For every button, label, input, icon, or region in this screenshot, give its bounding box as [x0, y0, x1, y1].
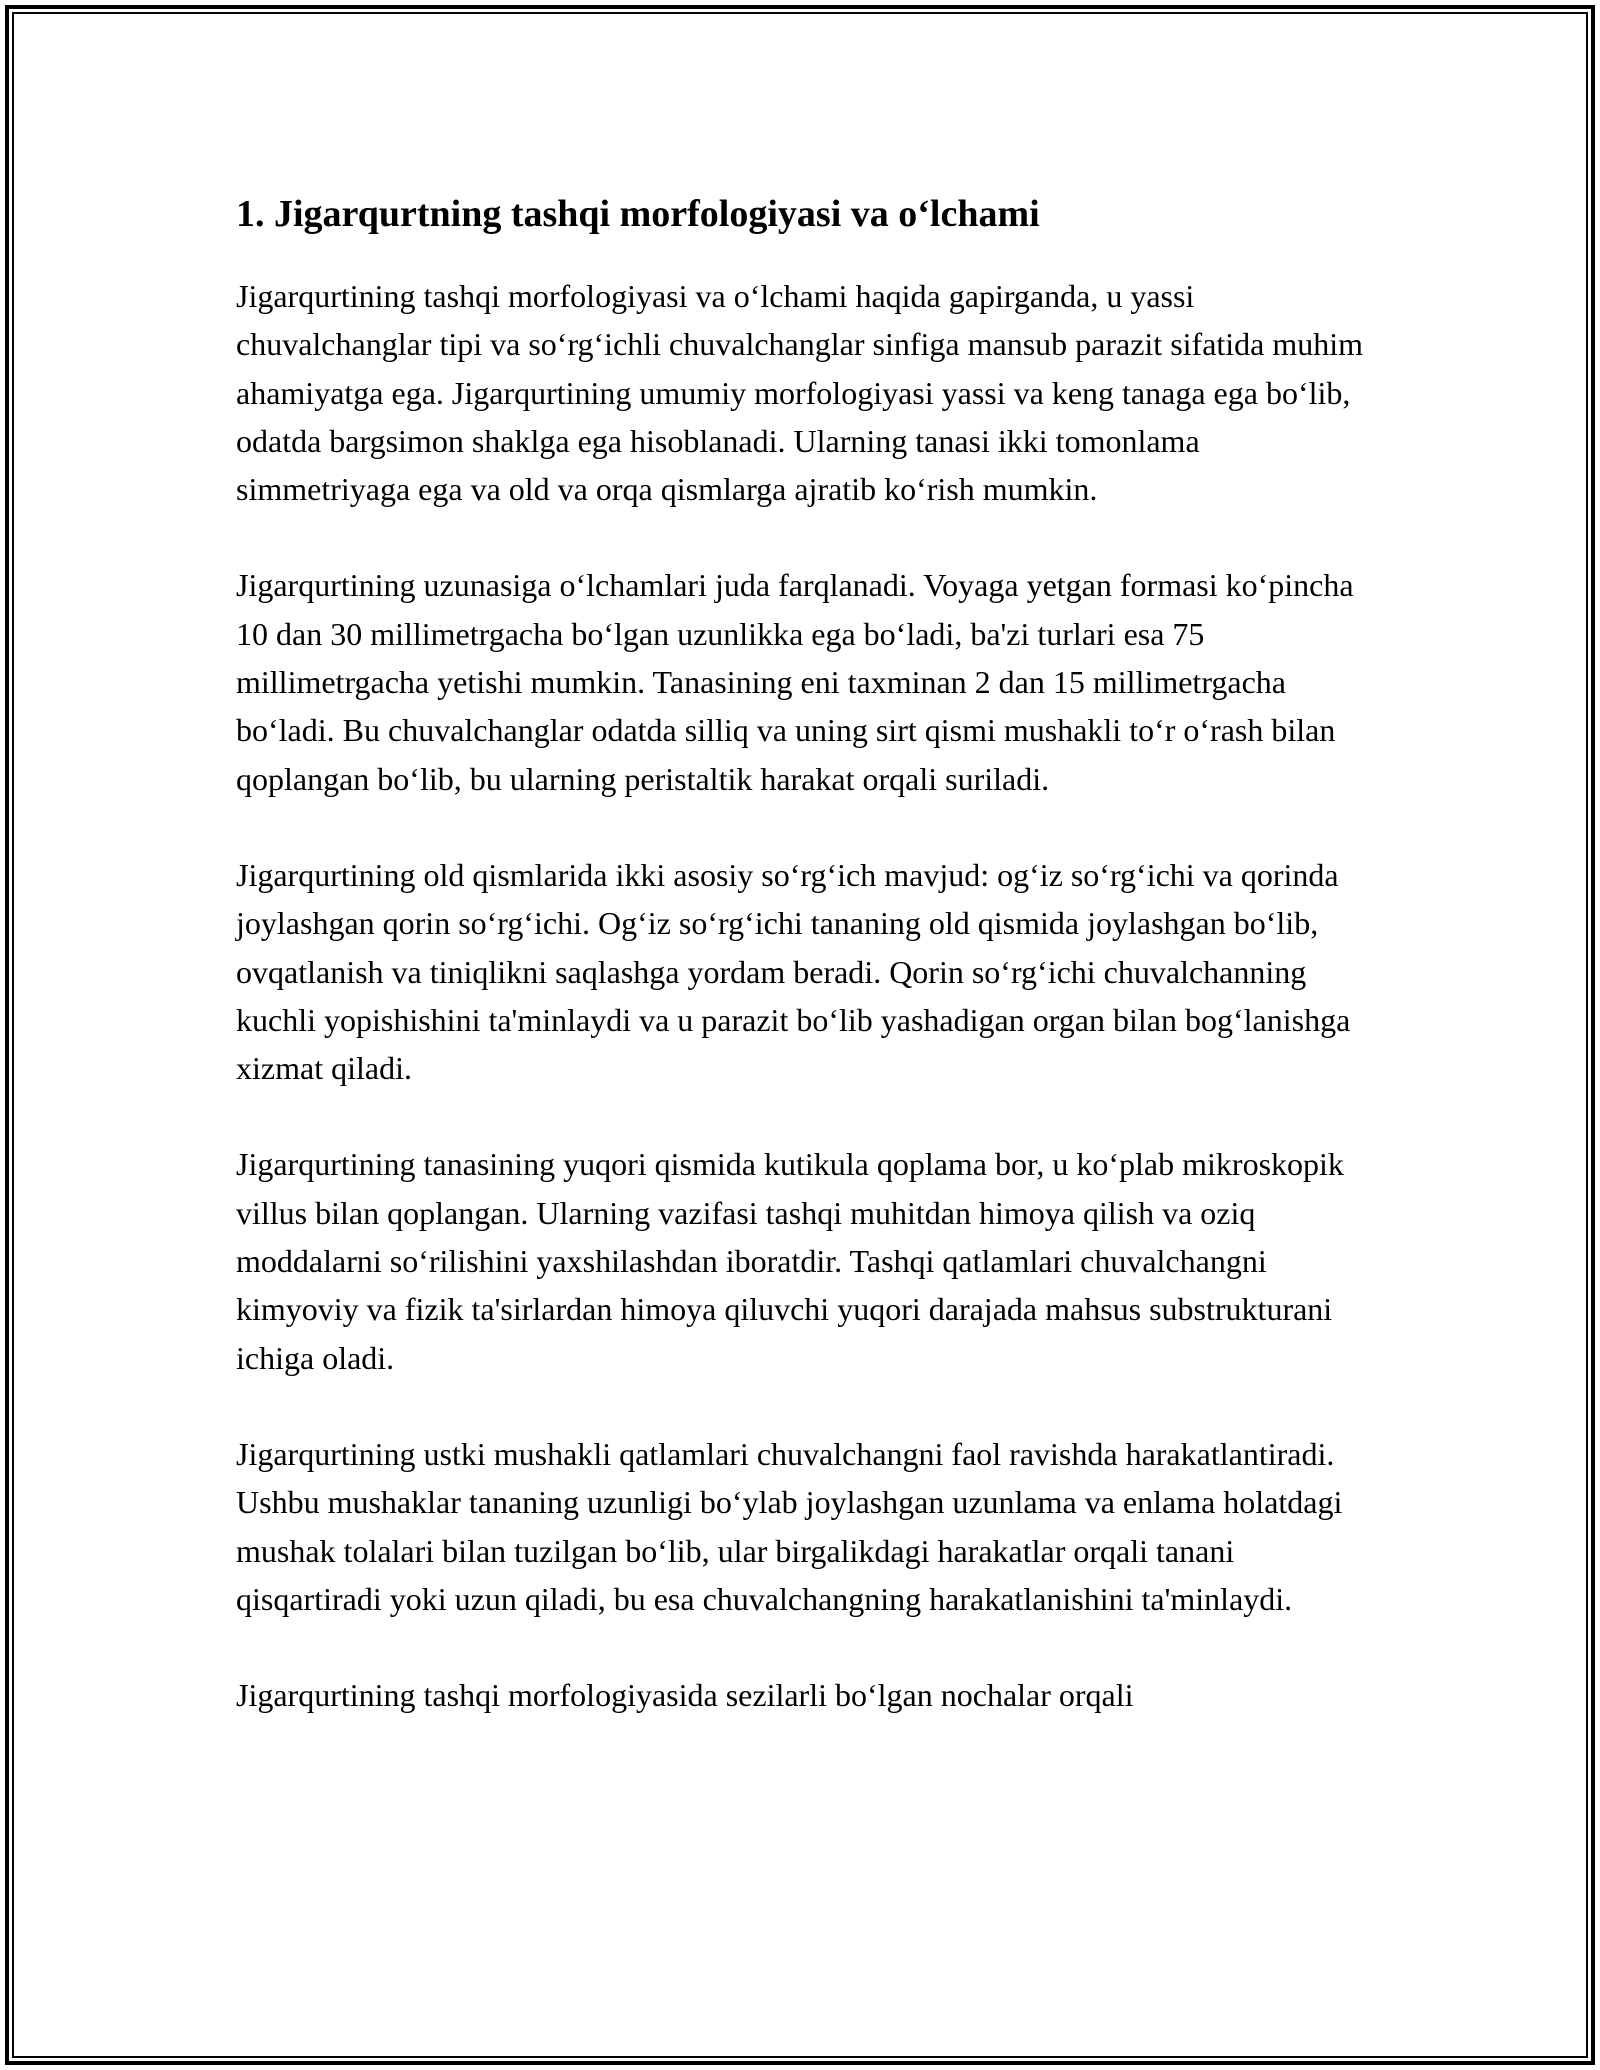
document-body — [236, 188, 1378, 1719]
paragraph-2: Jigarqurtining uzunasiga o‘lchamlari juda farqlanadi. Voyaga yetgan formasi ko‘pincha 10 dan 30 millimetrgacha bo‘lgan uzunlikka ega bo‘ladi, ba'zi turlari esa 75 millimetrgacha yetishi mumkin. Tanasining eni taxminan 2 dan 15 millimetrgacha bo‘ladi. Bu chuvalchanglar odatda silliq va uning sirt qismi mushakli to‘r o‘rash bilan qoplangan bo‘lib, bu ularning peristaltik harakat orqali suriladi. — [236, 567, 1354, 797]
paragraph-5: Jigarqurtining ustki mushakli qatlamlari chuvalchangni faol ravishda harakatlantiradi. Ushbu mushaklar tananing uzunligi bo‘ylab joylashgan uzunlama va enlama holatdagi mushak tolalari bilan tuzilgan bo‘lib, ular birgalikdagi harakatlar orqali tanani qisqartiradi yoki uzun qiladi, bu esa chuvalchangning harakatlanishini ta'minlaydi. — [236, 1435, 1343, 1617]
paragraph-4: Jigarqurtining tanasining yuqori qismida kutikula qoplama bor, u ko‘plab mikroskopik villus bilan qoplangan. Ularning vazifasi tashqi muhitdan himoya qilish va oziq moddalarni so‘rilishini yaxshilashdan iboratdir. Tashqi qatlamlari chuvalchangni kimyoviy va fizik ta'sirlardan himoya qiluvchi yuqori darajada mahsus substrukturani ichiga oladi. — [236, 1146, 1344, 1376]
paragraph-1: Jigarqurtining tashqi morfologiyasi va o‘lchami haqida gapirganda, u yassi chuvalchanglar tipi va so‘rg‘ichli chuvalchanglar sinfiga mansub parazit sifatida muhim ahamiyatga ega. Jigarqurtining umumiy morfologiyasi yassi va keng tanaga ega bo‘lib, odatda bargsimon shaklga ega hisoblanadi. Ularning tanasi ikki tomonlama simmetriyaga ega va old va orqa qismlarga ajratib ko‘rish mumkin. — [236, 278, 1364, 508]
paragraph-3: Jigarqurtining old qismlarida ikki asosiy so‘rg‘ich mavjud: og‘iz so‘rg‘ichi va qorinda joylashgan qorin so‘rg‘ichi. Og‘iz so‘rg‘ichi tananing old qismida joylashgan bo‘lib, ovqatlanish va tiniqlikni saqlashga yordam beradi. Qorin so‘rg‘ichi chuvalchanning kuchli yopishishini ta'minlaydi va u parazit bo‘lib yashadigan organ bilan bog‘lanishga xizmat qiladi. — [236, 856, 1351, 1087]
section-heading: 1. Jigarqurtning tashqi morfologiyasi va o‘lchami — [236, 193, 1040, 235]
paragraph-6: Jigarqurtining tashqi morfologiyasida sezilarli bo‘lgan nochalar orqali — [236, 1677, 1134, 1714]
